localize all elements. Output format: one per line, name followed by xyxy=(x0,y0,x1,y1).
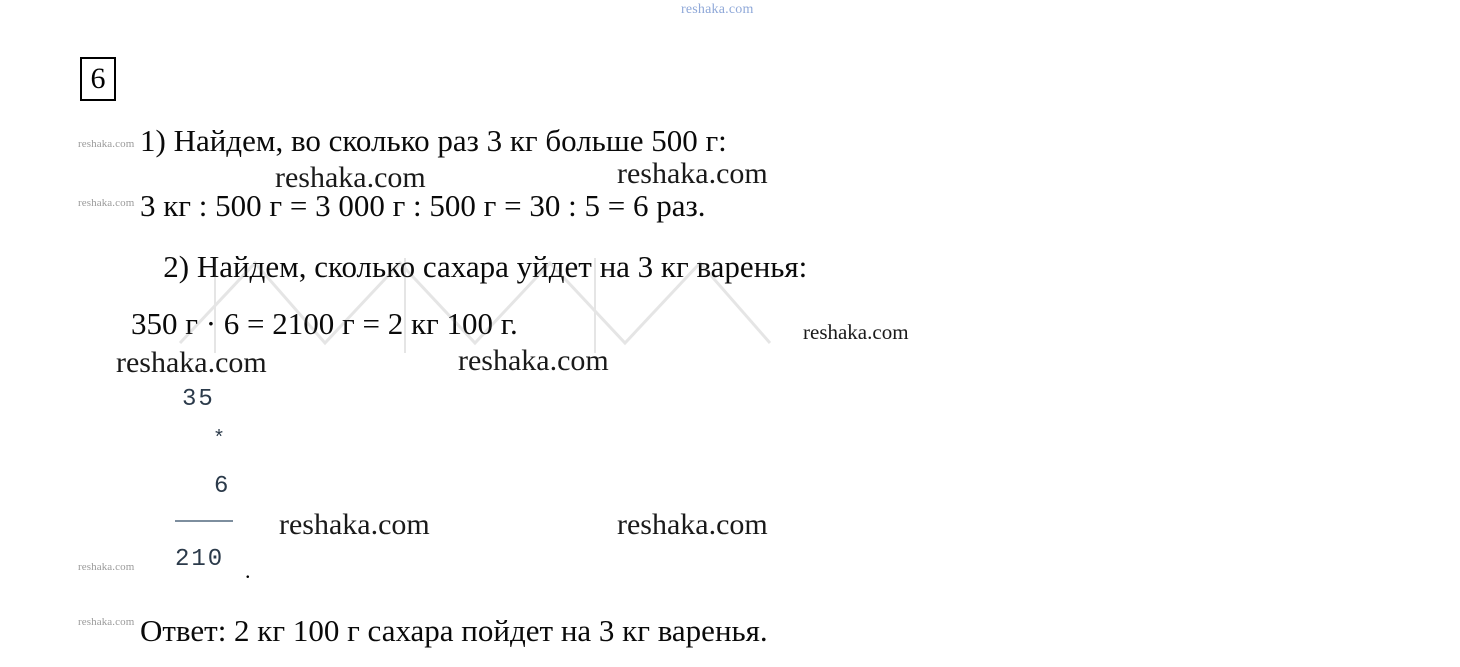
task-number-label: 6 xyxy=(90,62,106,95)
multiplier: 6 xyxy=(214,473,229,500)
multiplicand: 35 xyxy=(182,386,215,413)
page-watermark: reshaka.com xyxy=(458,344,609,377)
page-watermark: reshaka.com xyxy=(279,508,430,541)
margin-watermark: reshaka.com xyxy=(78,616,135,628)
margin-watermark: reshaka.com xyxy=(78,561,135,573)
solution-step-3: 2) Найдем, сколько сахара уйдет на 3 кг варенья: xyxy=(140,249,808,284)
trailing-dot: . xyxy=(245,558,251,583)
multiplication-rule-line xyxy=(175,520,233,522)
page-watermark: reshaka.com xyxy=(617,508,768,541)
page-watermark: reshaka.com xyxy=(275,161,426,194)
product: 210 xyxy=(175,546,225,573)
task-number-box xyxy=(80,57,116,101)
multiply-operator: * xyxy=(213,428,226,451)
solution-step-1: 1) Найдем, во сколько раз 3 кг больше 500 г: xyxy=(140,123,727,158)
top-watermark: reshaka.com xyxy=(681,2,754,17)
margin-watermark: reshaka.com xyxy=(78,138,135,150)
page-watermark: reshaka.com xyxy=(116,346,267,379)
solution-step-4: 350 г · 6 = 2100 г = 2 кг 100 г. xyxy=(131,306,518,341)
page-watermark: reshaka.com xyxy=(617,157,768,190)
solution-step-2: 3 кг : 500 г = 3 000 г : 500 г = 30 : 5 = 6 раз. xyxy=(140,188,706,223)
margin-watermark: reshaka.com xyxy=(78,197,135,209)
page-watermark: reshaka.com xyxy=(803,320,909,344)
answer-line: Ответ: 2 кг 100 г сахара пойдет на 3 кг варенья. xyxy=(140,613,768,648)
